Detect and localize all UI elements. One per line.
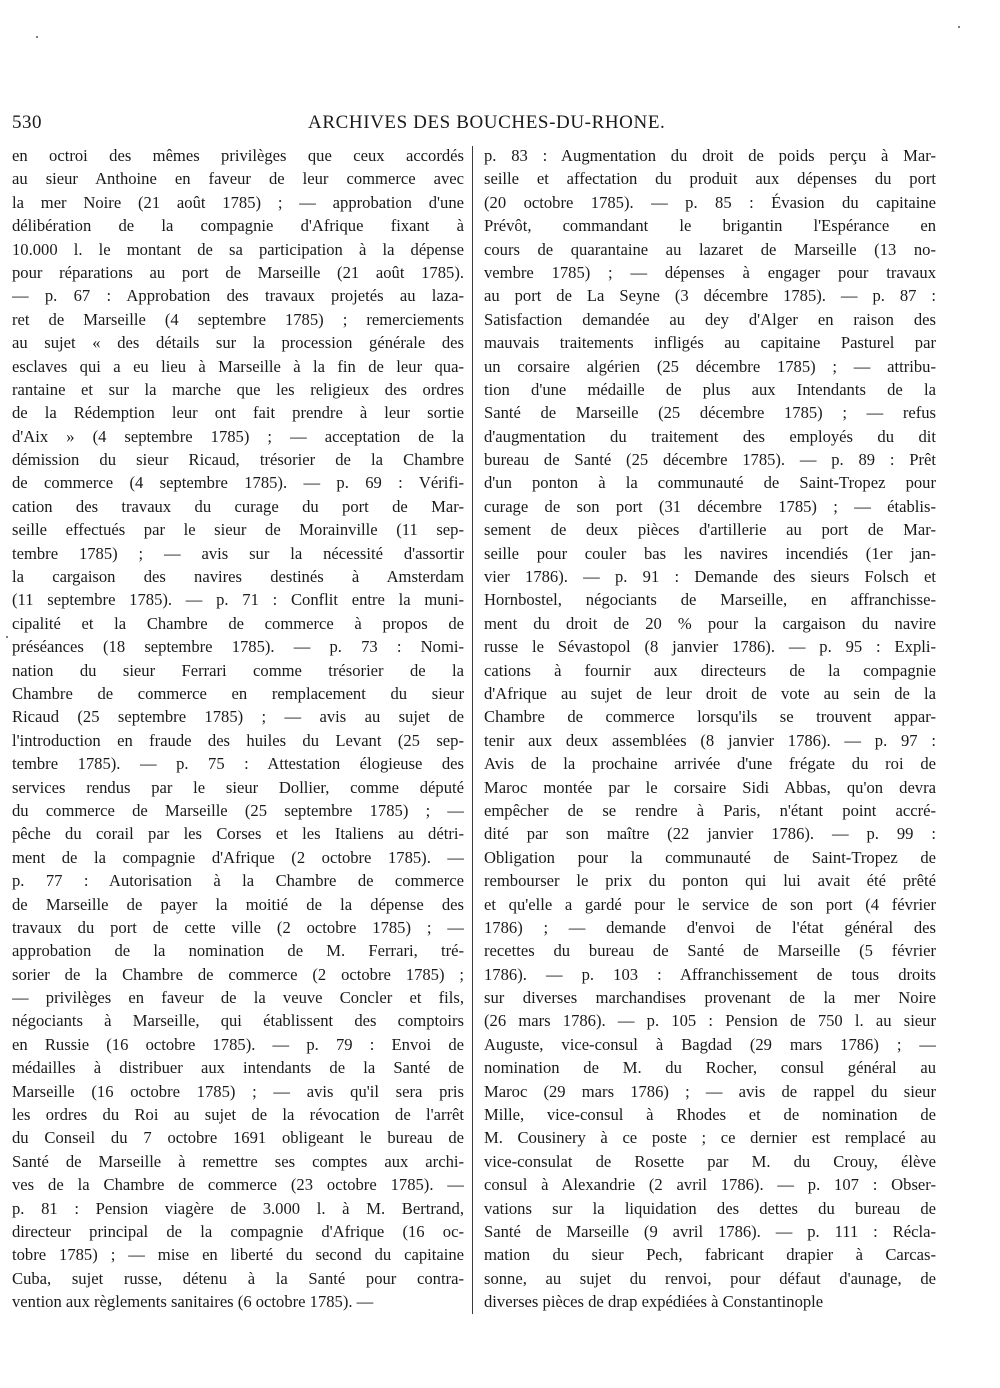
text-line: d'Afrique au sujet de leur droit de vote au sein de la <box>484 683 936 703</box>
text-line: cations à fournir aux directeurs de la compagnie <box>484 660 936 680</box>
column-divider <box>472 146 473 1314</box>
text-line: consul à Alexandrie (2 avril 1786). — p. 107 : Obser- <box>484 1175 936 1195</box>
text-line: (20 octobre 1785). — p. 85 : Évasion du capitaine <box>484 192 936 212</box>
text-line: en Russie (16 octobre 1785). — p. 79 : Envoi de <box>12 1034 464 1054</box>
text-line: empêcher de se rendre à Paris, n'étant point accré- <box>484 800 936 820</box>
text-line: seille pour couler bas les navires incendiés (1er jan- <box>484 543 936 563</box>
text-line: vention aux règlements sanitaires (6 octobre 1785). — <box>12 1292 374 1312</box>
text-line: l'introduction en fraude des huiles du Levant (25 sep- <box>12 730 464 750</box>
text-line: esclaves qui a eu lieu à Marseille à la fin de leur qua- <box>12 356 464 376</box>
text-line: Maroc montée par le corsaire Sidi Abbas, qu'on devra <box>484 777 936 797</box>
text-line: démission du sieur Ricaud, trésorier de la Chambre <box>12 450 464 470</box>
paper-speck <box>36 36 38 38</box>
text-line: la mer Noire (21 août 1785) ; — approbation d'une <box>12 192 464 212</box>
text-line: pour réparations au port de Marseille (21 août 1785). <box>12 262 464 282</box>
text-line: Ricaud (25 septembre 1785) ; — avis au sujet de <box>12 707 464 727</box>
text-line: tobre 1785) ; — mise en liberté du second du capitaine <box>12 1245 464 1265</box>
text-line: ment de la compagnie d'Afrique (2 octobre 1785). — <box>12 847 464 867</box>
text-line: (11 septembre 1785). — p. 71 : Conflit entre la muni- <box>12 590 464 610</box>
text-line: bureau de Santé (25 décembre 1785). — p. 89 : Prêt <box>484 450 936 470</box>
text-line: sement de deux pièces d'artillerie au port de Mar- <box>484 520 936 540</box>
text-line: de commerce (4 septembre 1785). — p. 69 : Vérifi- <box>12 473 464 493</box>
text-line: du commerce de Marseille (25 septembre 1785) ; — <box>12 800 464 820</box>
text-line: 1786) ; — demande d'envoi de l'état général des <box>484 917 936 937</box>
text-line: vice-consulat de Rosette par M. du Crouy, élève <box>484 1151 936 1171</box>
text-line: nomination de M. du Rocher, consul général au <box>484 1058 936 1078</box>
text-line: Auguste, vice-consul à Bagdad (29 mars 1786) ; — <box>484 1034 936 1054</box>
text-line: ment du droit de 20 % pour la cargaison du navire <box>484 613 936 633</box>
text-line: sorier de la Chambre de commerce (2 octobre 1785) ; <box>12 964 464 984</box>
text-line: seille effectués par le sieur de Morainville (11 sep- <box>12 520 464 540</box>
text-line: Prévôt, commandant le brigantin l'Espérance en <box>484 216 936 236</box>
text-line: d'Aix » (4 septembre 1785) ; — acceptation de la <box>12 426 464 446</box>
text-line: Marseille (16 octobre 1785) ; — avis qu'il sera pris <box>12 1081 464 1101</box>
text-line: de Marseille de payer la moitié de la dépense des <box>12 894 464 914</box>
text-line: la cargaison des navires destinés à Amsterdam <box>12 567 464 587</box>
text-line: Cuba, sujet russe, détenu à la Santé pour contra- <box>12 1268 464 1288</box>
text-line: médailles à distribuer aux intendants de la Santé de <box>12 1058 464 1078</box>
text-line: un corsaire algérien (25 décembre 1785) ; — attribu- <box>484 356 936 376</box>
page-header <box>12 112 962 140</box>
text-line: sonne, au sujet du renvoi, pour défaut d'aunage, de <box>484 1268 936 1288</box>
text-line: Obligation pour la communauté de Saint-Tropez de <box>484 847 936 867</box>
left-column <box>12 144 464 1314</box>
text-line: rembourser le prix du ponton qui lui avait été prêté <box>484 871 936 891</box>
text-line: p. 83 : Augmentation du droit de poids perçu à Mar- <box>484 146 936 165</box>
text-line: p. 81 : Pension viagère de 3.000 l. à M. Bertrand, <box>12 1198 464 1218</box>
text-line: au sujet « des détails sur la procession générale des <box>12 333 464 353</box>
text-line: cipalité et la Chambre de commerce à propos de <box>12 613 464 633</box>
text-line: — p. 67 : Approbation des travaux projetés au laza- <box>12 286 464 306</box>
text-line: Chambre de commerce lorsqu'ils se trouvent appar- <box>484 707 936 727</box>
text-line: directeur principal de la compagnie d'Afrique (16 oc- <box>12 1221 464 1241</box>
text-line: et qu'elle a gardé pour le service de son port (4 février <box>484 894 936 914</box>
text-line: mation du sieur Pech, fabricant drapier à Carcas- <box>484 1245 936 1265</box>
text-line: curage de son port (31 décembre 1785) ; — établis- <box>484 496 936 516</box>
text-line: recettes du bureau de Santé de Marseille (5 février <box>484 941 936 961</box>
text-line: M. Cousinery à ce poste ; ce dernier est remplacé au <box>484 1128 936 1148</box>
text-line: d'un ponton à la communauté de Saint-Tropez pour <box>484 473 936 493</box>
text-line: mauvais traitements infligés au capitaine Pasturel par <box>484 333 936 353</box>
text-line: de la Rédemption leur ont fait prendre à leur sortie <box>12 403 464 423</box>
text-line: vations sur la liquidation des dettes du bureau de <box>484 1198 936 1218</box>
text-line: Satisfaction demandée au dey d'Alger en raison des <box>484 309 936 329</box>
text-line: Santé de Marseille (9 avril 1786). — p. 111 : Récla- <box>484 1221 936 1241</box>
text-line: délibération de la compagnie d'Afrique fixant à <box>12 216 464 236</box>
text-line: au sieur Anthoine en faveur de leur commerce avec <box>12 169 464 189</box>
text-line: nation du sieur Ferrari comme trésorier de la <box>12 660 464 680</box>
text-line: Chambre de commerce en remplacement du sieur <box>12 683 464 703</box>
text-line: 10.000 l. le montant de sa participation à la dépense <box>12 239 464 259</box>
text-line: rantaine et sur la marche que les religieux des ordres <box>12 379 464 399</box>
text-line: p. 77 : Autorisation à la Chambre de commerce <box>12 871 464 891</box>
page-number: 530 <box>12 112 42 133</box>
text-line: ves de la Chambre de commerce (23 octobre 1785). — <box>12 1175 464 1195</box>
text-line: d'augmentation du traitement des employés du dit <box>484 426 936 446</box>
text-line: travaux du port de cette ville (2 octobre 1785) ; — <box>12 917 464 937</box>
text-line: négociants à Marseille, qui établissent des comptoirs <box>12 1011 464 1031</box>
text-line: vier 1786). — p. 91 : Demande des sieurs Folsch et <box>484 567 936 587</box>
text-line: — privilèges en faveur de la veuve Concler et fils, <box>12 988 464 1008</box>
text-line: tenir aux deux assemblées (8 janvier 1786). — p. 97 : <box>484 730 936 750</box>
paper-speck <box>6 636 8 638</box>
text-line: sur diverses marchandises provenant de la mer Noire <box>484 988 936 1008</box>
text-line: 1786). — p. 103 : Affranchissement de tous droits <box>484 964 936 984</box>
text-line: tion d'une médaille de plus aux Intendants de la <box>484 379 936 399</box>
text-line: services rendus par le sieur Dollier, comme député <box>12 777 464 797</box>
text-line: ret de Marseille (4 septembre 1785) ; remerciements <box>12 309 464 329</box>
text-line: (26 mars 1786). — p. 105 : Pension de 750 l. au sieur <box>484 1011 936 1031</box>
text-line: Maroc (29 mars 1786) ; — avis de rappel du sieur <box>484 1081 936 1101</box>
text-line: Santé de Marseille à remettre ses comptes aux archi- <box>12 1151 464 1171</box>
text-line: tembre 1785). — p. 75 : Attestation élogieuse des <box>12 754 464 774</box>
text-line: diverses pièces de drap expédiées à Constantinople <box>484 1292 824 1312</box>
text-line: dité par son maître (22 janvier 1786). — p. 99 : <box>484 824 936 844</box>
text-line: Hornbostel, négociants de Marseille, en affranchisse- <box>484 590 936 610</box>
text-line: Mille, vice-consul à Rhodes et de nomination de <box>484 1105 936 1125</box>
text-line: seille et affectation du produit aux dépenses du port <box>484 169 936 189</box>
running-title: ARCHIVES DES BOUCHES-DU-RHONE. <box>308 112 666 133</box>
text-line: au port de La Seyne (3 décembre 1785). — p. 87 : <box>484 286 936 306</box>
text-line: du Conseil du 7 octobre 1691 obligeant le bureau de <box>12 1128 464 1148</box>
text-line: Santé de Marseille (25 décembre 1785) ; — refus <box>484 403 936 423</box>
text-line: vembre 1785) ; — dépenses à engager pour travaux <box>484 262 936 282</box>
text-line: préséances (18 septembre 1785). — p. 73 : Nomi- <box>12 637 464 657</box>
text-line: Avis de la prochaine arrivée d'une frégate du roi de <box>484 754 936 774</box>
text-line: approbation de la nomination de M. Ferrari, tré- <box>12 941 464 961</box>
text-line: les ordres du Roi au sujet de la révocation de l'arrêt <box>12 1105 464 1125</box>
text-line: cation des travaux du curage du port de Mar- <box>12 496 464 516</box>
text-line: cours de quarantaine au lazaret de Marseille (13 no- <box>484 239 936 259</box>
right-column <box>484 144 936 1314</box>
text-line: en octroi des mêmes privilèges que ceux accordés <box>12 146 464 165</box>
paper-speck <box>958 26 960 28</box>
text-line: pêche du corail par les Corses et les Italiens au détri- <box>12 824 464 844</box>
text-line: tembre 1785) ; — avis sur la nécessité d'assortir <box>12 543 464 563</box>
text-line: russe le Sévastopol (8 janvier 1786). — p. 95 : Expli- <box>484 637 936 657</box>
